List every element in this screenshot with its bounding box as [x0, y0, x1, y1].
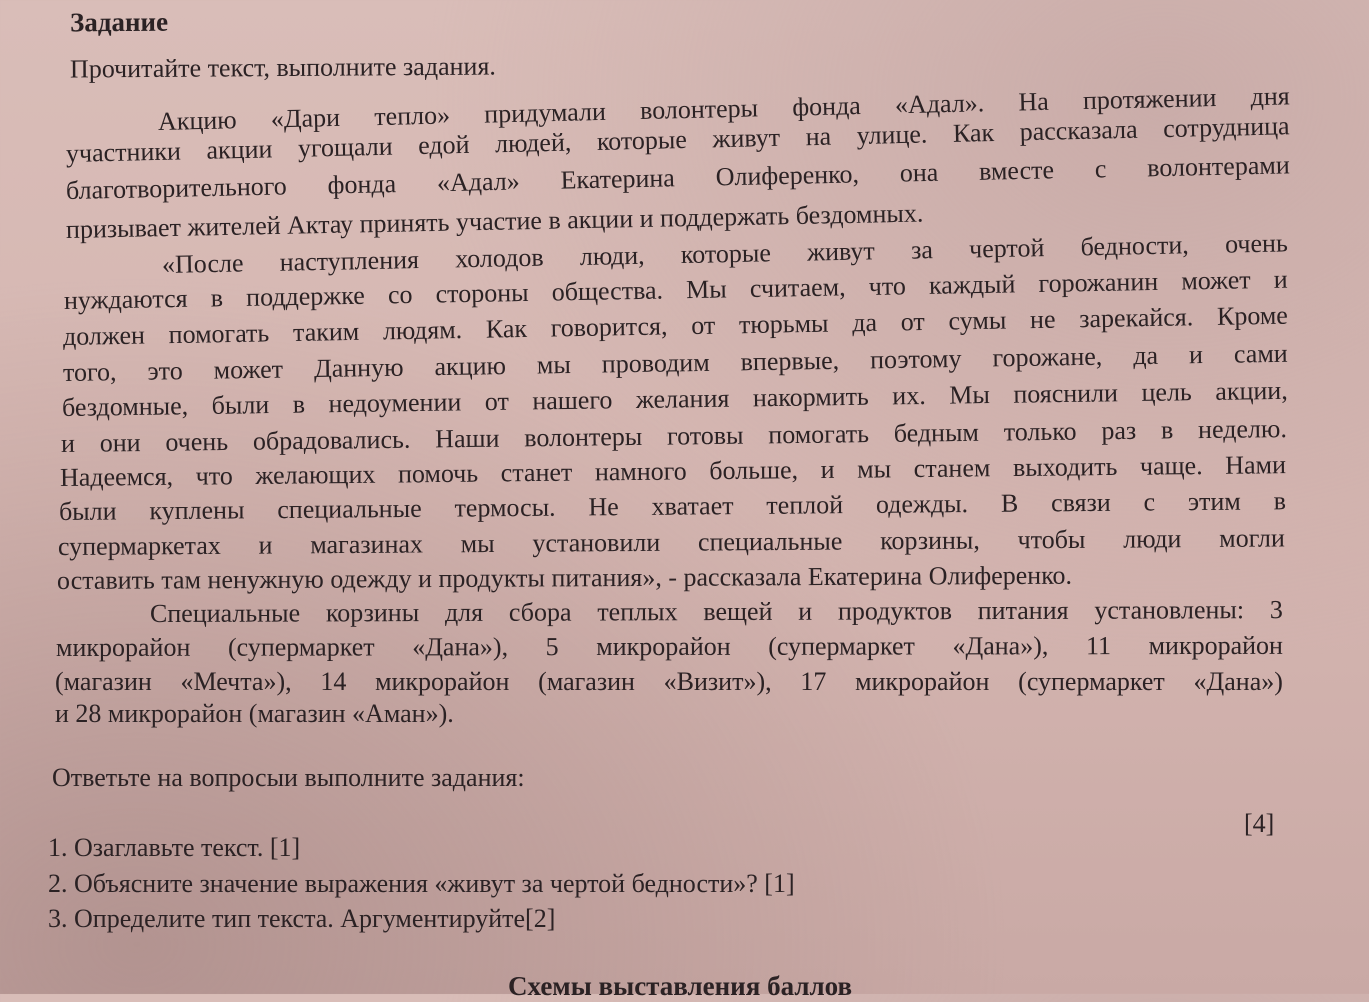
text-line-6: нуждаются в поддержке со стороны общества. Мы считаем, что каждый горожанин может и [63, 264, 1288, 315]
text-line-14: оставить там ненужную одежду и продукты питания», - рассказала Екатерина Олиференко. [56, 560, 1073, 595]
text-line-8: того, это может Данную акцию мы проводим впервые, поэтому горожане, да и сами [62, 338, 1288, 387]
text-line-4: призывает жителей Актау принять участие в акции и поддержать бездомных. [65, 198, 924, 244]
total-score: [4] [1244, 809, 1275, 838]
task-heading: Задание [69, 6, 169, 38]
scoring-heading: Схемы выставления баллов [508, 971, 853, 1001]
question-2: 2. Объясните значение выражения «живут за чертой бедности»? [1] [48, 869, 795, 898]
text-line-16: микрорайон (супермаркет «Дана»), 5 микрорайон (супермаркет «Дана»), 11 микрорайон [55, 630, 1283, 662]
text-line-17: (магазин «Мечта»), 14 микрорайон (магазин «Визит»), 17 микрорайон (супермаркет «Дана») [55, 667, 1283, 696]
question-3: 3. Определите тип текста. Аргументируйте[2] [48, 904, 556, 933]
text-line-10: и они очень обрадовались. Наши волонтеры готовы помогать бедным только раз в неделю. [60, 414, 1288, 458]
task-instruction: Прочитайте текст, выполните задания. [69, 51, 496, 84]
text-line-5: «После наступления холодов люди, которые живут за чертой бедности, очень [161, 228, 1289, 279]
question-1: 1. Озаглавьте текст. [1] [48, 833, 301, 862]
text-line-18: и 28 микрорайон (магазин «Аман»). [55, 699, 454, 728]
text-line-12: были куплены специальные термосы. Не хватает теплой одежды. В связи с этим в [58, 486, 1287, 526]
text-line-15: Специальные корзины для сбора теплых вещей и продуктов питания установлены: 3 [149, 595, 1283, 628]
text-line-3: благотворительного фонда «Адал» Екатерина Олиференко, она вместе с волонтерами [65, 150, 1290, 205]
text-line-1: Акцию «Дари тепло» придумали волонтеры фонда «Адал». На протяжении дня [157, 81, 1291, 136]
text-line-11: Надеемся, что желающих помочь станет намного больше, и мы станем выходить чаще. Нами [59, 450, 1287, 492]
text-line-9: бездомные, были в недоумении от нашего желания накормить их. Мы пояснили цель акции, [61, 375, 1288, 422]
text-line-13: супермаркетах и магазинах мы установили специальные корзины, чтобы люди могли [57, 523, 1285, 561]
text-line-7: должен помогать таким людям. Как говорится, от тюрьмы да от сумы не зарекайся. Кроме [62, 300, 1289, 351]
questions-intro: Ответьте на вопросыи выполните задания: [52, 763, 525, 792]
text-line-2: участники акции угощали едой людей, которые живут на улице. Как рассказала сотрудница [65, 111, 1290, 168]
